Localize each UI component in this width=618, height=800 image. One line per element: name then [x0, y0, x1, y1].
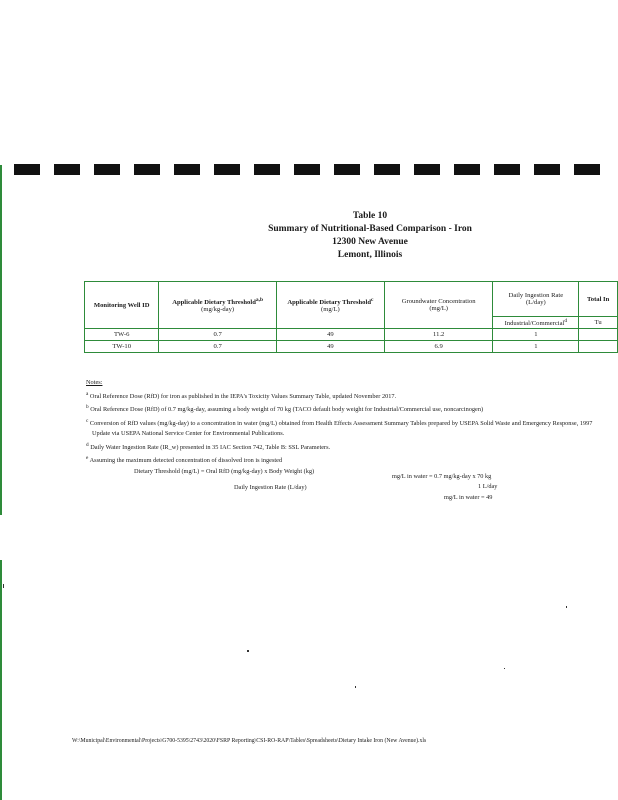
header-dietary-threshold-mgl-label: Applicable Dietary Threshold: [287, 299, 371, 307]
cell-total: [579, 329, 618, 341]
notes-label: Notes:: [86, 379, 103, 386]
note-c-cont: Update via USEPA National Service Center for Environmental Publications.: [92, 430, 285, 438]
table-number: Table 10: [352, 211, 388, 221]
footnote-ref: a,b: [255, 296, 264, 303]
cell-total: [579, 341, 618, 353]
scan-speck: [566, 606, 567, 608]
cell-threshold-mgl: 49: [276, 341, 384, 353]
header-dietary-threshold-mgkg-label: Applicable Dietary Threshold: [172, 299, 256, 307]
header-ingestion-sub-label: Industrial/Commercial: [504, 320, 565, 328]
formula-right-numerator: mg/L in water = 0.7 mg/kg-day x 70 kg: [392, 473, 492, 480]
header-dietary-threshold-mgl: [276, 282, 384, 329]
left-edge-line: [0, 165, 2, 515]
note-e: $^e$ Assuming the maximum detected concentration of dissolved iron is ingested: [86, 455, 283, 465]
cell-threshold-mgkg: 0.7: [159, 341, 276, 353]
scan-speck: [247, 650, 249, 652]
formula-left-numerator: Dietary Threshold (mg/L) = Oral RfD (mg/kg-day) x Body Weight (kg): [134, 468, 315, 475]
note-c-text: Conversion of RfD values (mg/kg-day) to a concentration in water (mg/L) obtained from Health Effects Assessment Summary Tables prepared by USEPA Solid Waste and Emergency Response, 1997: [89, 419, 593, 427]
footnote-ref: c: [370, 296, 374, 303]
dashed-divider: [14, 164, 618, 176]
cell-ingestion: 1: [493, 341, 579, 353]
header-ingestion-rate-label: Daily Ingestion Rate: [508, 292, 564, 299]
header-well-id: Monitoring Well ID: [85, 282, 159, 329]
header-groundwater-label: Groundwater Concentration: [401, 298, 476, 305]
cell-threshold-mgkg: 0.7: [159, 329, 276, 341]
table-row: [85, 341, 618, 353]
note-a-text: Oral Reference Dose (RfD) for iron as published in the IEPA's Toxicity Values Summary Table, updated November 2017.: [89, 392, 397, 400]
header-groundwater-units: (mg/L): [429, 305, 449, 312]
scan-speck: [504, 668, 505, 669]
cell-groundwater: 6.9: [384, 341, 493, 353]
header-dietary-threshold-mgkg: [159, 282, 276, 329]
scan-speck: [355, 686, 356, 688]
left-edge-line-lower: [0, 560, 2, 800]
cell-well: TW-10: [85, 341, 159, 353]
header-ingestion-rate-units: (L/day): [525, 299, 546, 306]
note-d: $^d$ Daily Water Ingestion Rate (IR_w) presented in 35 IAC Section 742, Table B: SSL Parameters.: [86, 441, 331, 451]
note-b: $^b$ Oral Reference Dose (RfD) of 0.7 mg/kg-day, assuming a body weight of 70 kg (TACO default body weight for Industrial/Commercial use, noncarcinogen): [86, 404, 484, 414]
cell-threshold-mgl: 49: [276, 329, 384, 341]
header-groundwater: [384, 282, 493, 329]
table-address: 12300 New Avenue: [332, 237, 408, 247]
header-ingestion-rate: [493, 282, 579, 317]
cell-well: TW-6: [85, 329, 159, 341]
file-path-footer: W:\Municipal\Environmental\Projects\G700-5395\2743\2020\FSRP Reporting\CSI-RO-RAP\Tables\Spreadsheets\Dietary Intake Iron (New Avenue).xls: [72, 738, 427, 744]
table-clip: [84, 270, 618, 370]
footnote-ref: d: [564, 317, 568, 324]
note-a: $^a$ Oral Reference Dose (RfD) for iron as published in the IEPA's Toxicity Values Summary Table, updated November 2017.: [86, 390, 397, 400]
scan-speck: [3, 584, 4, 588]
note-d-text: Daily Water Ingestion Rate (IR_w) presented in 35 IAC Section 742, Table B: SSL Parameters.: [90, 443, 331, 451]
cell-ingestion: 1: [493, 329, 579, 341]
note-e-text: Assuming the maximum detected concentration of dissolved iron is ingested: [89, 457, 283, 465]
header-total: Total In: [579, 282, 618, 317]
table-city: Lemont, Illinois: [337, 250, 403, 260]
header-ingestion-sub: [493, 317, 579, 329]
note-c: $^c$ Conversion of RfD values (mg/kg-day) to a concentration in water (mg/L) obtained from Health Effects Assessment Summary Tables prepared by USEPA Solid Waste and Emergency Response, 1997: [86, 417, 593, 427]
note-b-text: Oral Reference Dose (RfD) of 0.7 mg/kg-day, assuming a body weight of 70 kg (TACO default body weight for Industrial/Commercial use, noncarcinogen): [90, 406, 484, 414]
formula-right-result: mg/L in water = 49: [444, 494, 493, 501]
table-row: [85, 329, 618, 341]
cell-groundwater: 11.2: [384, 329, 493, 341]
table-title: Summary of Nutritional-Based Comparison - Iron: [268, 224, 472, 234]
notes-section: [86, 378, 618, 467]
header-total-sub: Tu: [579, 317, 618, 329]
header-dietary-threshold-mgkg-units: (mg/kg-day): [201, 306, 235, 314]
formula-left-denominator: Daily Ingestion Rate (L/day): [234, 484, 307, 491]
header-dietary-threshold-mgl-units: (mg/L): [321, 306, 340, 314]
formula-right-denominator: 1 L/day: [478, 483, 498, 490]
comparison-table: [84, 281, 618, 353]
